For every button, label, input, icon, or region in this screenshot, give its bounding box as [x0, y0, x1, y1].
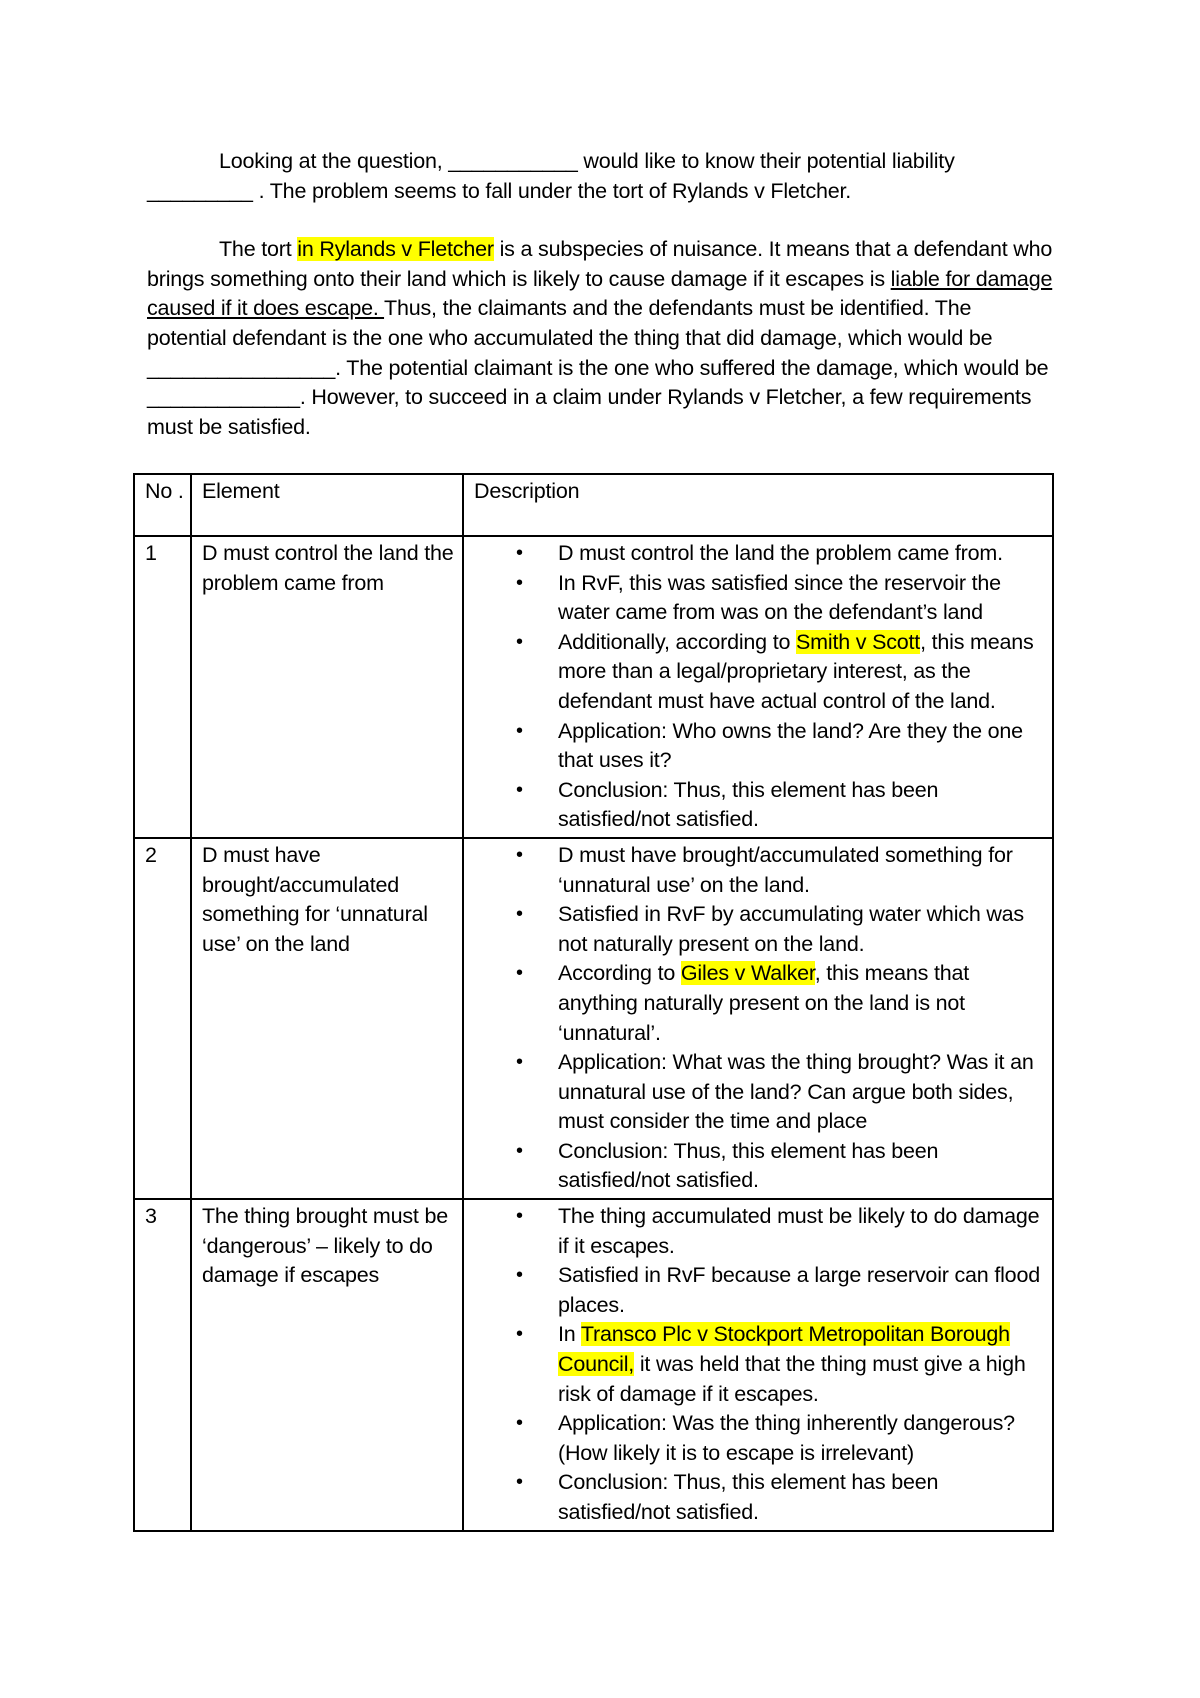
list-item [474, 1137, 1046, 1196]
item-text: In RvF, this was satisfied since the reservoir the water came from was on the defendant’s land [558, 570, 1001, 625]
bullet-icon: • [516, 571, 523, 594]
header-element: Element [191, 474, 463, 536]
list-item [474, 717, 1046, 776]
item-text: Conclusion: Thus, this element has been satisfied/not satisfied. [558, 777, 939, 832]
bullet-icon: • [516, 630, 523, 653]
description-list [474, 841, 1046, 1196]
list-item [474, 776, 1046, 835]
row-number: 3 [134, 1199, 191, 1531]
bullet-icon: • [516, 719, 523, 742]
row-element: The thing brought must be ‘dangerous’ – likely to do damage if escapes [191, 1199, 463, 1531]
item-text: Application: Was the thing inherently dangerous? (How likely it is to escape is irrelevant) [558, 1411, 1015, 1465]
list-item [474, 1468, 1046, 1527]
item-text-pre: In [558, 1322, 581, 1347]
intro-paragraph-2-pre: The tort [219, 237, 298, 262]
case-highlight: Transco Plc v Stockport Metropolitan Borough Council, [558, 1322, 1010, 1377]
row-number: 1 [134, 536, 191, 838]
item-text: Application: Who owns the land? Are they the one that uses it? [558, 718, 1023, 773]
list-item [474, 1409, 1046, 1468]
list-item [474, 569, 1046, 628]
header-description: Description [463, 474, 1053, 536]
bullet-icon: • [516, 843, 523, 866]
list-item [474, 1202, 1046, 1261]
list-item [474, 900, 1046, 959]
intro-section [147, 147, 1055, 442]
list-item [474, 628, 1046, 717]
item-text: Satisfied in RvF by accumulating water which was not naturally present on the land. [558, 902, 1024, 956]
bullet-icon: • [516, 1139, 523, 1162]
item-text: Conclusion: Thus, this element has been satisfied/not satisfied. [558, 1470, 939, 1524]
row-number: 2 [134, 838, 191, 1199]
list-item [474, 539, 1046, 569]
bullet-icon: • [516, 1205, 523, 1228]
bullet-icon: • [516, 1051, 523, 1074]
intro-paragraph-1 [147, 147, 1055, 206]
row-description [463, 1199, 1053, 1531]
intro-paragraph-2-mid: is a subspecies of nuisance. It means that a defendant who brings something onto their land which is likely to cause damage if it escapes is [147, 237, 1053, 291]
bullet-icon: • [516, 542, 523, 564]
bullet-icon: • [516, 962, 523, 985]
bullet-icon: • [516, 903, 523, 926]
item-text: Application: What was the thing brought? Was it an unnatural use of the land? Can argue both sides, must consider the time and place [558, 1050, 1034, 1134]
table-header-row [134, 474, 1053, 536]
row-description [463, 838, 1053, 1199]
bullet-icon: • [516, 1323, 523, 1346]
description-list [474, 1202, 1046, 1528]
intro-paragraph-2 [147, 235, 1055, 442]
intro-paragraph-2-post: Thus, the claimants and the defendants must be identified. The potential defendant is the one who accumulated the thing that did damage, which would be ________________. The potential claimant is the one who suffered the damage, which would be _____________. However, to succeed in a claim under Rylands v Fletcher, a few requirements must be satisfied. [147, 296, 1049, 439]
bullet-icon: • [516, 1412, 523, 1435]
bullet-icon: • [516, 1264, 523, 1287]
bullet-icon: • [516, 778, 523, 801]
item-text: Conclusion: Thus, this element has been satisfied/not satisfied. [558, 1138, 939, 1193]
list-item [474, 841, 1046, 900]
underlined-liability-text: liable for damage caused if it does escape. [147, 266, 1053, 321]
list-item [474, 1048, 1046, 1137]
table-row [134, 1199, 1053, 1531]
elements-table [133, 473, 1054, 1532]
description-list [474, 539, 1046, 835]
item-text-pre: According to [558, 961, 681, 986]
row-element: D must have brought/accumulated something for ‘unnatural use’ on the land [191, 838, 463, 1199]
item-text-pre: Additionally, according to [558, 629, 797, 654]
intro-paragraph-1-text: Looking at the question, ___________ would like to know their potential liability _________ . The problem seems to fall under the tort of Rylands v Fletcher. [147, 149, 955, 203]
list-item [474, 959, 1046, 1048]
list-item [474, 1261, 1046, 1320]
item-text: D must have brought/accumulated something for ‘unnatural use’ on the land. [558, 842, 1013, 897]
item-text: Satisfied in RvF because a large reservoir can flood places. [558, 1263, 1040, 1317]
table-row [134, 838, 1053, 1199]
list-item [474, 1320, 1046, 1409]
bullet-icon: • [516, 1471, 523, 1494]
row-element: D must control the land the problem came from [191, 536, 463, 838]
case-highlight: Giles v Walker [680, 961, 815, 986]
item-text: The thing accumulated must be likely to do damage if it escapes. [558, 1204, 1040, 1258]
item-text-post: it was held that the thing must give a high risk of damage if it escapes. [558, 1352, 1026, 1406]
case-highlight-rylands: in Rylands v Fletcher [297, 237, 494, 262]
item-text-post: , this means more than a legal/proprietary interest, as the defendant must have actual control of the land. [558, 629, 1034, 713]
item-text-post: , this means that anything naturally present on the land is not ‘unnatural’. [558, 961, 970, 1045]
item-text: D must control the land the problem came from. [558, 541, 1003, 565]
row-description [463, 536, 1053, 838]
case-highlight: Smith v Scott [796, 629, 921, 654]
table-row [134, 536, 1053, 838]
header-no: No . [134, 474, 191, 536]
